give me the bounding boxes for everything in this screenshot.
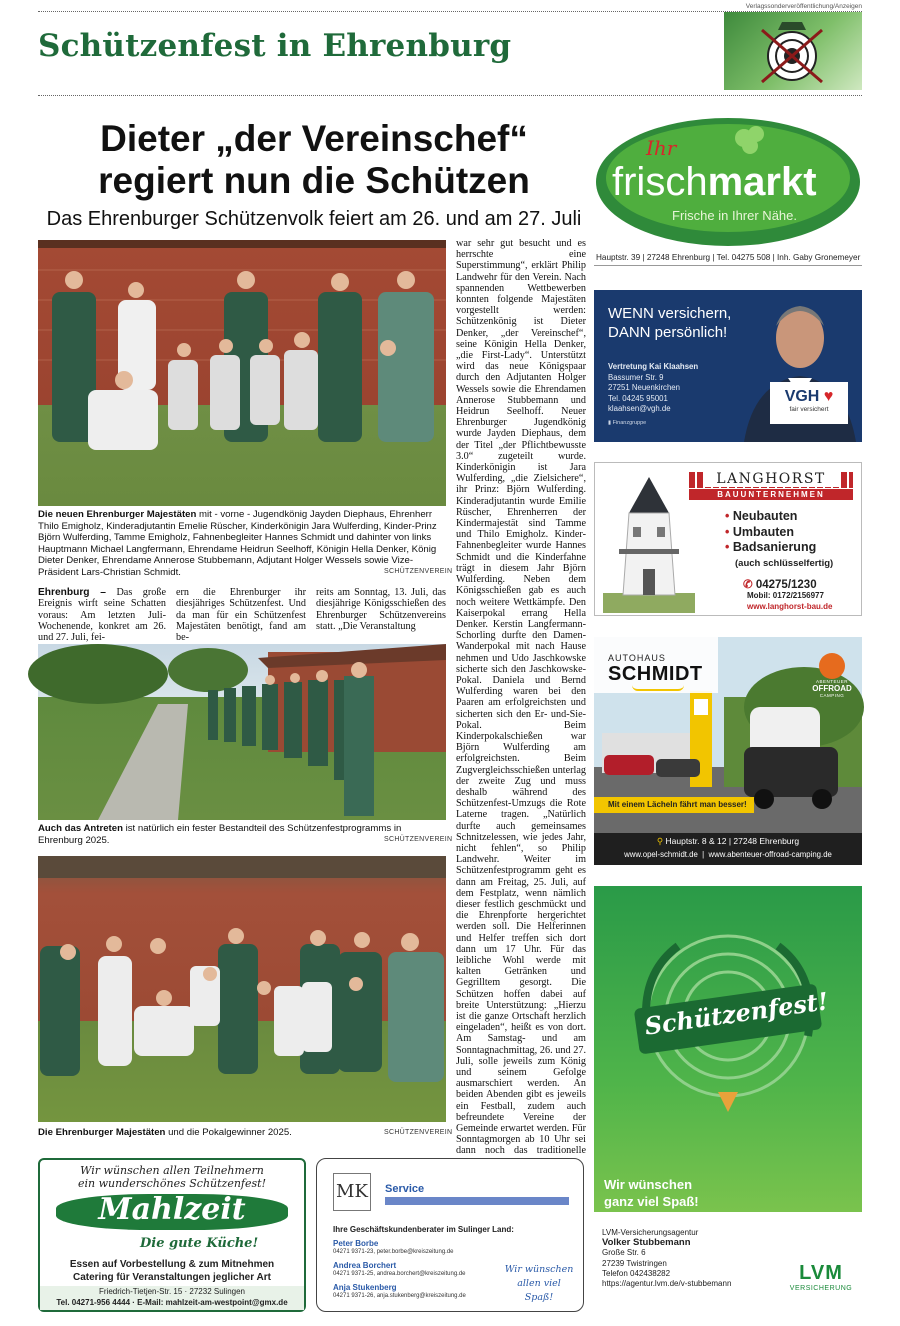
photo-antreten (38, 644, 446, 820)
photo-pokalgewinner (38, 856, 446, 1122)
langhorst-name: LANGHORST (703, 471, 839, 487)
article-dateline: Ehrenburg – (38, 587, 106, 598)
photo1-caption-text: mit - vorne - Jugendkönig Jayden Diephaus, Ehrenherr Thilo Emigholz, Kinderadjutantin Emelie Rüscher, Kinderkönigin Jara Wulferding, Kinder-Prinz Björn Wulferding, Tamme Emigholz, Fahnenbegleiter Hannes Schmidt und dahinter von links Hauptmann Michael Langfermann, Ehrendame Heidrun Seelhoff, Königin Hella Denker, König Dieter Denker, Ehrendame Annerose Stubbemann, Adjutant Holger Wessels sowie Vize-Präsident Lars-Christian Schmidt. (38, 509, 437, 578)
langhorst-phone-number: 04275/1230 (755, 579, 817, 591)
publisher-note: Verlagssonderveröffentlichung/Anzeigen (745, 3, 862, 10)
frischmarkt-rule (594, 265, 862, 266)
mahlzeit-slogan: Die gute Küche! (140, 1236, 259, 1251)
target-icon (724, 12, 862, 90)
sparkasse-icon: ▮ (608, 420, 613, 426)
ad-lvm[interactable] (594, 886, 862, 1216)
article-right-text: war sehr gut besucht und es herrschte eine Superstimmung“, erklärt Philip Landwehr für den Verein. Nach spannenden Wettbewerben konnten folgende Majestäten vorgestellt werden: Schützenkönig ist Dieter Denker, „der Vereinschef“, seine Königin Hella Denker, „die First-Lady“. Unterstützt wird das neue Königspaar durch den Adjutanten Holger Wessels sowie die Ehrendamen Annerose Stubbemann und Heidrun Seelhoff. Neuer Ehrenburger Jugendkönig wurde Jayden Diephaus, dem der Titel „der Pflichtbewusste 3.0“ zugeteilt wurde. Kinderkönigin ist Jara Wulferding, „die Zielsichere“, ihr Prinz: Björn Wulferding. Kinderadjutantin wurde Emilie Rüscher, Ehrenherren der Kindermajestät sind Tamme und Thilo Emigholz. Kinder-Fahnenbegleiter wurde Hannes Schmidt und die Kinderfahne trägt in diesem Jahr Björn Wulferding. Neben dem Königsschießen gab es auch noch weitere Wettkämpfe. Den Kaiserpokal errang Hella Denker. Kerstin Langfermann-Schorling durfte den Damen-Wanderpokal mit nach Hause nehmen und Udo Jaschkowske sicherte sich den Jaschkowske-Pokal. Daniela und Bernd Wulferding waren bei den Paaren am erfolgreichsten und sicherten sich den Er- und-Sie-Pokal. Beim Kinderpokalschießen war Björn Wulferding am erfolgreichsten. Beim Zugvergleichsschießen unterlag der zweite Zug und muss deshalb während des Schützenfest-Umzugs die Rote Laterne tragen. „Natürlich durfte auch gemeinsames Schnitzelessen, wie jedes Jahr, nicht fehlen“, so Philip Landwehr. Weiter im Schützenfestprogramm geht es dann am Freitag, 25. Juli, auf dem Festplatz, wenn nämlich dieser festlich geschmückt und die Ehrenpforte hergerichtet werden soll. Die Helferinnen und Helfer treffen sich dort dann um 17 Uhr. Für das leibliche Wohl werde mit kalten Getränken und Gegrilltem gesorgt. Die Schützen hoffen dabei auf breite Unterstützung: „Hierzu ist die ganze Ortschaft herzlich eingeladen“, heißt es von dort. Am Samstag- und am Sonntagnachmittag, 26. und 27. Juli, solle jeweils zum König und seinem Gefolge ausmarschiert werden. An beiden Abenden gibt es jeweils ein Festball, zudem auch befreundete Vereine der Gemeinde erwartet werden. Für Sonntagmorgen ab 10 Uhr sei dann noch das traditionelle (456, 238, 586, 1157)
kreiszeitung-service-bar (385, 1197, 569, 1205)
club-logo (724, 12, 862, 90)
offroad-logo (808, 653, 856, 698)
schmidt-address (594, 836, 862, 847)
langhorst-web[interactable]: www.langhorst-bau.de (747, 602, 833, 611)
lvm-web[interactable]: https://agentur.lvm.de/v-stubbemann (602, 1279, 732, 1289)
lvm-badge: Schützenfest! (642, 986, 831, 1041)
schmidt-slogan: Mit einem Lächeln fährt man besser! (594, 797, 754, 813)
lvm-city: 27239 Twistringen (602, 1258, 667, 1268)
vgh-city: 27251 Neuenkirchen (608, 383, 680, 392)
headline-line-1: Dieter „der Vereinschef“ (100, 118, 528, 159)
frischmarkt-logo (612, 160, 817, 204)
langhorst-service-2: • Umbauten (725, 524, 794, 539)
article-headline (38, 118, 590, 202)
langhorst-sub: BAUUNTERNEHMEN (689, 489, 853, 500)
vgh-logo-label: VGH (784, 388, 820, 405)
lvm-wish-line2: ganz viel Spaß! (604, 1194, 699, 1209)
header-divider (38, 95, 862, 96)
lvm-logo (786, 1262, 856, 1292)
mahlzeit-offer (40, 1258, 304, 1284)
ad-vgh[interactable] (594, 290, 862, 442)
mahlzeit-offer-1: Essen auf Vorbestellung & zum Mitnehmen (69, 1259, 275, 1270)
contact-1: Peter Borbe 04271 9371-23, peter.borbe@kreiszeitung.de (333, 1239, 454, 1255)
kreiszeitung-heading: Ihre Geschäftskundenberater im Sulinger Land: (333, 1225, 514, 1234)
photo2-credit: SCHÜTZENVEREIN (384, 836, 453, 843)
vgh-group (608, 420, 646, 426)
mahlzeit-offer-2: Catering für Veranstaltungen jeglicher Art (72, 1272, 271, 1283)
kreiszeitung-logo: MK (333, 1173, 371, 1211)
article-col1-text: Das große Ereignis wirft seine Schatten voraus: Am letzten Juli-Wochenende, konkret am 26. und 27. Juli, fei- (38, 587, 166, 644)
photo3-caption (38, 1127, 378, 1139)
kreiszeitung-wish (503, 1263, 575, 1305)
lvm-phone: Telefon 042438282 (602, 1268, 671, 1278)
mahlzeit-address: Friedrich-Tietjen-Str. 15 · 27232 Sulingen (99, 1287, 245, 1296)
langhorst-phone (743, 577, 817, 591)
frischmarkt-address: Hauptstr. 39 | 27248 Ehrenburg | Tel. 04275 508 | Inh. Gaby Gronemeyer (596, 253, 861, 262)
vgh-slogan-line1: WENN versichern, (608, 305, 732, 322)
vgh-street: Bassumer Str. 9 (608, 372, 664, 382)
mahlzeit-contact (40, 1286, 304, 1310)
ad-kreiszeitung-service[interactable] (316, 1158, 584, 1312)
offroad-emblem-icon (819, 653, 845, 679)
mahlzeit-greeting-2: ein wunderschönes Schützenfest! (78, 1177, 266, 1190)
vgh-contact (608, 362, 698, 415)
langhorst-services (725, 509, 833, 571)
vgh-email: klaahsen@vgh.de (608, 404, 671, 413)
langhorst-service-1: • Neubauten (725, 509, 798, 523)
schmidt-web[interactable]: www.opel-schmidt.de | www.abenteuer-offroad-camping.de (624, 850, 832, 859)
lvm-contact (602, 1228, 731, 1289)
contact-2: Andrea Borchert 04271 9371-25, andrea.borchert@kreiszeitung.de (333, 1261, 466, 1277)
headline-line-2: regiert nun die Schützen (98, 160, 530, 201)
photo2-caption-text: ist natürlich ein fester Bestandteil des Schützenfestprogramms in Ehrenburg 2025. (38, 823, 402, 846)
lvm-agency: LVM-Versicherungsagentur (602, 1228, 699, 1237)
photo1-credit: SCHÜTZENVEREIN (384, 568, 453, 575)
lvm-logo-text: LVM (799, 1262, 843, 1284)
photo3-caption-lead: Die Ehrenburger Majestäten (38, 1127, 166, 1138)
article-column-1 (38, 587, 166, 644)
kreiszeitung-contacts (333, 1239, 466, 1301)
langhorst-mobile: Mobil: 0172/2156977 (747, 591, 824, 600)
schmidt-address-text: Hauptstr. 8 & 12 | 27248 Ehrenburg (665, 836, 800, 846)
vgh-heart-icon: ♥ (819, 388, 834, 405)
photo1-caption-lead: Die neuen Ehrenburger Majestäten (38, 509, 197, 520)
article-column-2: ern die Ehrenburger ihr diesjähriges Schützenfest. Und da man für ein Schützenfest Majestäten benötigt, fand am be- (176, 587, 306, 644)
lvm-wish-line1: Wir wünschen (604, 1177, 693, 1192)
ad-langhorst[interactable] (594, 462, 862, 616)
article-column-3: reits am Sonntag, 13. Juli, das diesjährige Königsschießen des Ehrenburger Schützenvereins statt. „Die Veranstaltung (316, 587, 446, 633)
ad-mahlzeit[interactable] (38, 1158, 306, 1312)
vgh-slogan-line2: DANN persönlich! (608, 324, 728, 341)
vgh-logo-text (770, 388, 848, 406)
windmill-icon (603, 473, 695, 613)
offroad-bottom: CAMPING (819, 693, 845, 698)
photo-majestaeten (38, 240, 446, 506)
offroad-name: OFFROAD (812, 684, 852, 693)
section-title: Schützenfest in Ehrenburg (38, 28, 512, 64)
mahlzeit-greeting (40, 1164, 304, 1190)
vgh-phone: Tel. 04245 95001 (608, 393, 668, 403)
frischmarkt-slogan: Frische in Ihrer Nähe. (672, 208, 797, 223)
ad-frischmarkt[interactable] (594, 116, 862, 248)
schmidt-name: SCHMIDT (608, 663, 703, 685)
schmidt-autohaus: AUTOHAUS (608, 653, 666, 663)
article-subheadline: Das Ehrenburger Schützenvolk feiert am 26. und am 27. Juli (46, 208, 582, 230)
photo3-caption-text: und die Pokalgewinner 2025. (165, 1127, 292, 1138)
location-pin-icon: ⚲ (656, 836, 666, 846)
mahlzeit-phone-email[interactable]: Tel. 04271-956 4444 · E-Mail: mahlzeit-am-westpoint@gmx.de (56, 1298, 288, 1307)
photo3-credit: SCHÜTZENVEREIN (384, 1129, 453, 1136)
mahlzeit-name: Mahlzeit (98, 1192, 246, 1227)
frischmarkt-frisch: frisch (612, 160, 708, 204)
vgh-agent: Vertretung Kai Klaahsen (608, 362, 699, 371)
photo2-caption-lead: Auch das Antreten (38, 823, 123, 834)
vgh-logo-sub: fair versichert (789, 406, 829, 413)
kreiszeitung-service: Service (385, 1183, 425, 1195)
frischmarkt-markt: markt (707, 160, 817, 204)
vgh-logo (770, 382, 848, 424)
lvm-agent-name: Volker Stubbemann (602, 1237, 691, 1249)
langhorst-note: (auch schlüsselfertig) (735, 557, 834, 569)
smile-icon (632, 685, 684, 691)
article-column-right (456, 238, 586, 1157)
ad-autohaus-schmidt[interactable] (594, 637, 862, 865)
lvm-logo-sub: VERSICHERUNG (789, 1285, 853, 1292)
lvm-wish (604, 1176, 699, 1210)
langhorst-service-3: • Badsanierung (725, 540, 817, 554)
kreiszeitung-wish-2: allen viel Spaß! (517, 1278, 561, 1303)
contact-3: Anja Stukenberg 04271 9371-26, anja.stukenberg@kreiszeitung.de (333, 1283, 466, 1299)
vgh-slogan (608, 304, 731, 342)
vgh-group-label: Finanzgruppe (612, 420, 647, 426)
lvm-street: Große Str. 6 (602, 1248, 646, 1258)
frischmarkt-ihr: Ihr (646, 136, 677, 160)
kreiszeitung-wish-1: Wir wünschen (504, 1264, 574, 1275)
offroad-top: ABENTEUER (815, 679, 848, 684)
phone-icon: ✆ (743, 579, 756, 591)
mahlzeit-greeting-1: Wir wünschen allen Teilnehmern (80, 1164, 264, 1177)
